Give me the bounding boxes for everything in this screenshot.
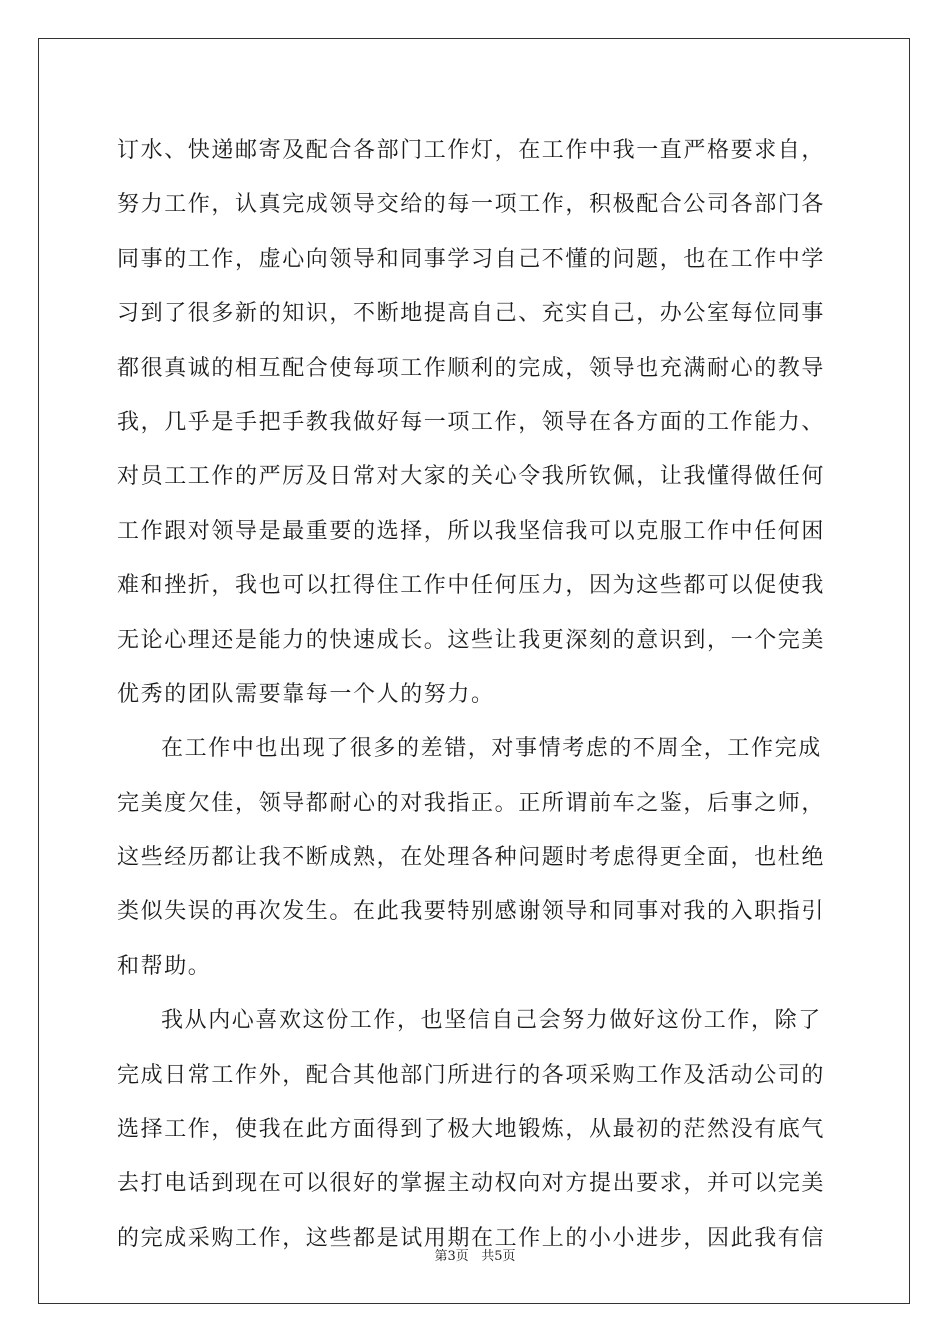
text-line: 完成日常工作外，配合其他部门所进行的各项采购工作及活动公司的 [117,1062,826,1088]
text-line: 去打电话到现在可以很好的掌握主动权向对方提出要求，并可以完美 [117,1171,826,1197]
text-line: 工作跟对领导是最重要的选择，所以我坚信我可以克服工作中任何困 [117,518,826,544]
text-line: 努力工作，认真完成领导交给的每一项工作，积极配合公司各部门各 [117,192,826,218]
paragraph-1 [117,124,833,722]
text-line: 难和挫折，我也可以扛得住工作中任何压力，因为这些都可以促使我 [117,573,826,599]
paragraph-2 [117,722,833,994]
text-line: 订水、快递邮寄及配合各部门工作灯，在工作中我一直严格要求自， [117,138,826,163]
text-line: 在工作中也出现了很多的差错，对事情考虑的不周全，工作完成 [161,736,822,762]
text-line: 无论心理还是能力的快速成长。这些让我更深刻的意识到，一个完美 [117,627,826,653]
text-line: 类似失误的再次发生。在此我要特别感谢领导和同事对我的入职指引 [117,899,826,925]
footer-spacer [469,1249,481,1264]
text-line: 同事的工作，虚心向领导和同事学习自己不懂的问题，也在工作中学 [117,246,826,272]
text-line: 对员工工作的严厉及日常对大家的关心令我所钦佩，让我懂得做任何 [117,464,826,490]
text-line: 完美度欠佳，领导都耐心的对我指正。正所谓前车之鉴，后事之师， [117,790,826,816]
text-line: 和帮助。 [117,953,212,979]
page-number: 第3页 [434,1249,469,1264]
text-line: 都很真诚的相互配合使每项工作顺利的完成，领导也充满耐心的教导 [117,355,826,381]
text-line: 我从内心喜欢这份工作，也坚信自己会努力做好这份工作，除了 [161,1008,822,1034]
text-line: 优秀的团队需要靠每一个人的努力。 [117,681,495,707]
total-pages: 共5页 [481,1249,516,1264]
paragraph-3 [117,994,833,1266]
document-body [117,124,833,1266]
page-footer [0,1248,950,1266]
text-line: 这些经历都让我不断成熟，在处理各种问题时考虑得更全面，也杜绝 [117,845,826,871]
text-line: 我，几乎是手把手教我做好每一项工作，领导在各方面的工作能力、 [117,409,826,435]
text-line: 的完成采购工作，这些都是试用期在工作上的小小进步，因此我有信 [117,1225,826,1251]
text-line: 习到了很多新的知识，不断地提高自己、充实自己，办公室每位同事 [117,301,826,327]
text-line: 选择工作，使我在此方面得到了极大地锻炼，从最初的茫然没有底气 [117,1117,826,1143]
